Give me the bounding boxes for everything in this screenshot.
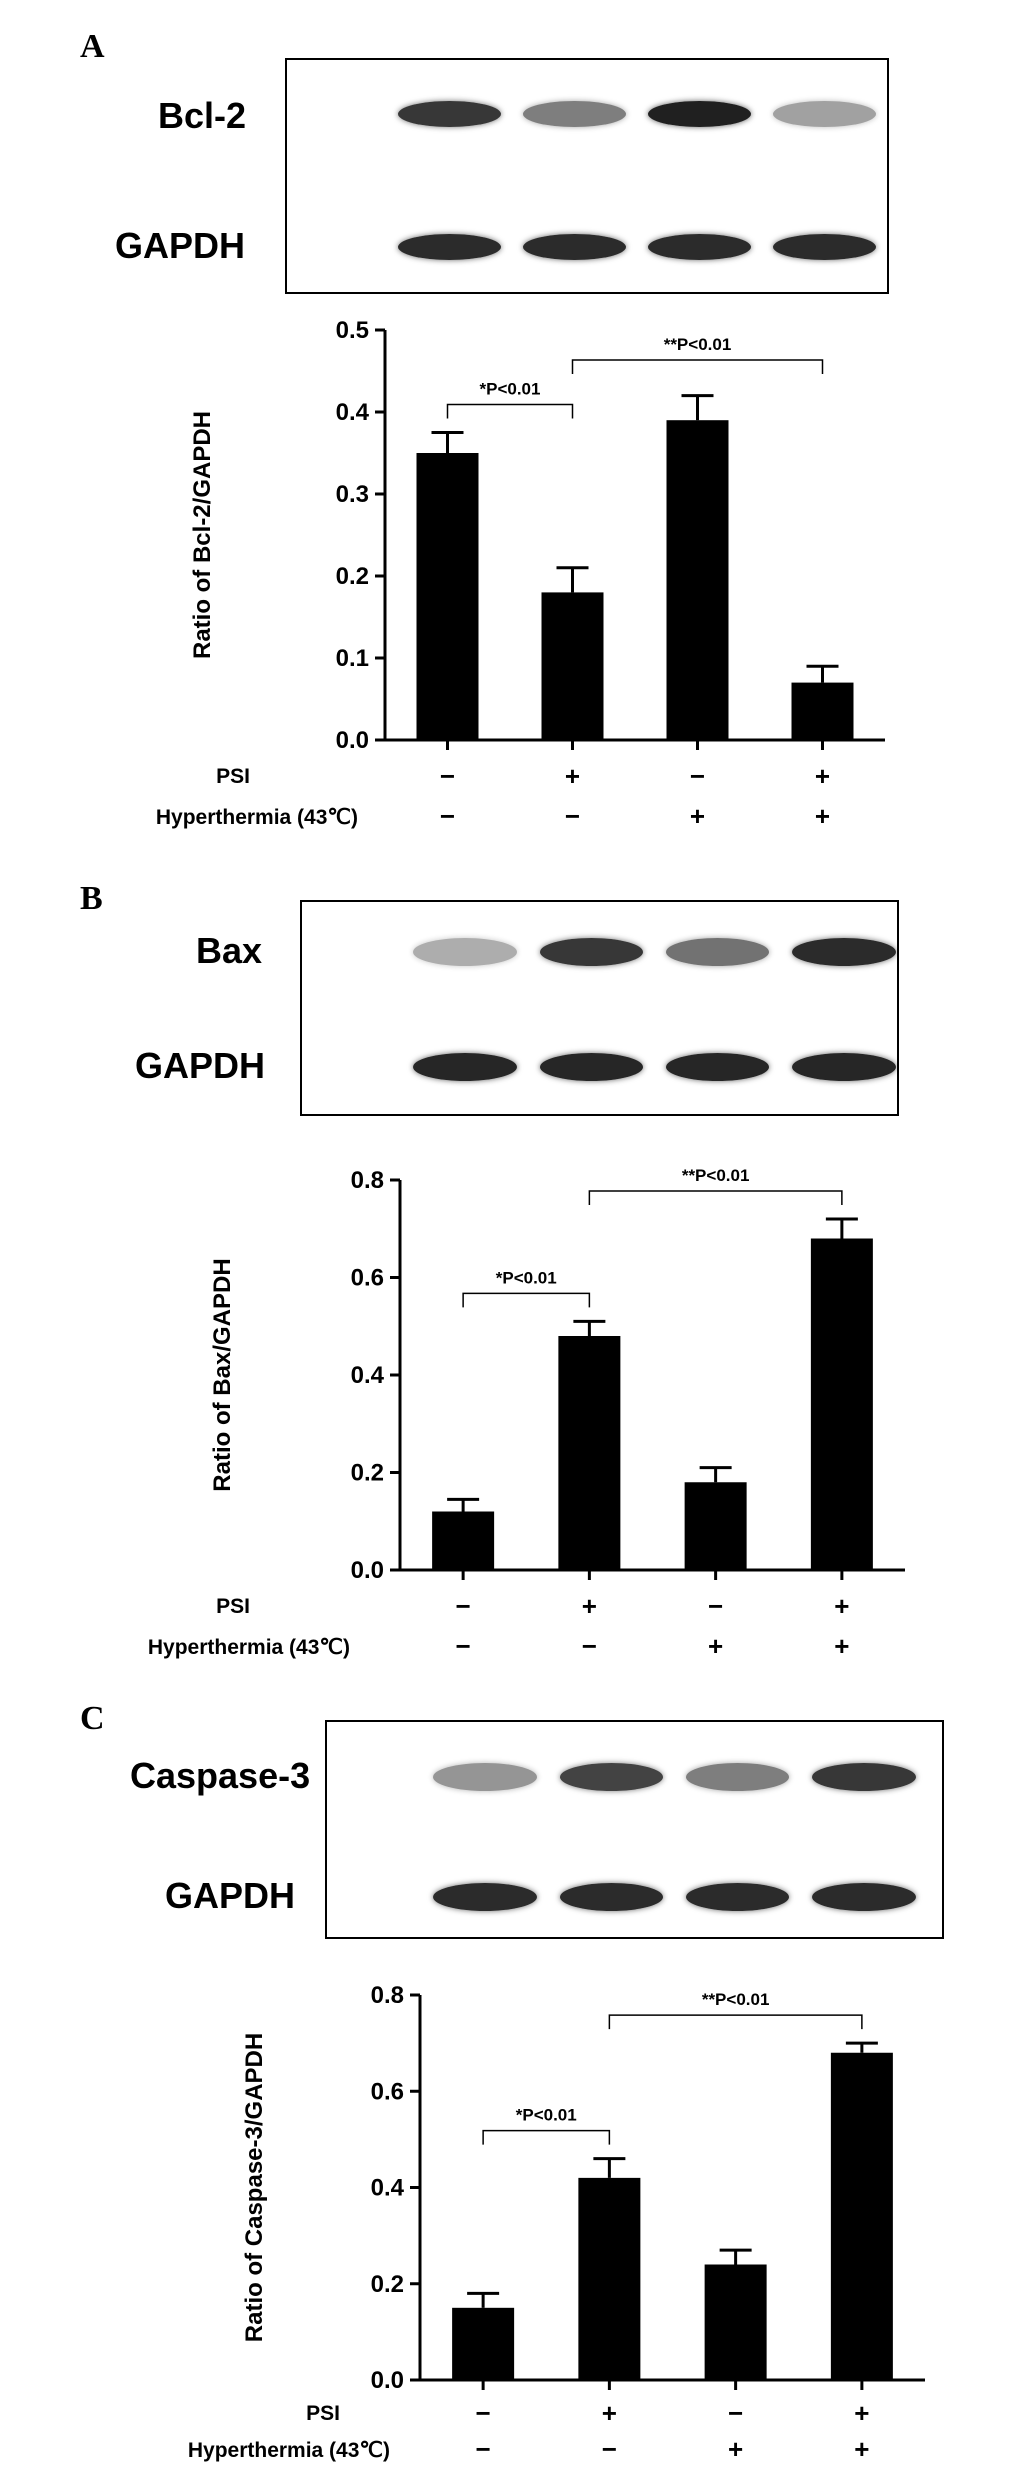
hyperthermia-sign: − [439, 801, 456, 831]
panel-letter: B [80, 880, 103, 917]
loading-control-label: GAPDH [115, 225, 246, 266]
significance-bracket [609, 2015, 862, 2029]
hyperthermia-row-label: Hyperthermia (43℃) [155, 806, 358, 829]
psi-sign: − [439, 761, 456, 791]
bar [558, 1336, 620, 1570]
significance-label: *P<0.01 [495, 1268, 557, 1288]
target-protein-label: Caspase-3 [130, 1755, 311, 1796]
psi-sign: + [814, 761, 831, 791]
y-axis-title: Ratio of Bax/GAPDH [209, 1258, 236, 1492]
psi-sign: − [689, 761, 706, 791]
bar [417, 453, 479, 740]
bar [685, 1482, 747, 1570]
hyperthermia-sign: + [834, 1631, 850, 1661]
significance-bracket [573, 360, 823, 374]
hyperthermia-row-label: Hyperthermia (43℃) [187, 2439, 390, 2462]
psi-sign: − [728, 2398, 744, 2428]
bar [452, 2308, 514, 2380]
y-tick-label: 0.4 [350, 1362, 384, 1389]
loading-control-label: GAPDH [135, 1045, 266, 1086]
loading-control-label: GAPDH [165, 1875, 296, 1916]
panel-b [0, 850, 1033, 1680]
significance-bracket [463, 1293, 589, 1307]
hyperthermia-sign: + [814, 801, 831, 831]
y-tick-label: 0.3 [335, 481, 369, 508]
y-tick-label: 0.2 [335, 563, 369, 590]
bar [831, 2053, 893, 2380]
y-tick-label: 0.4 [370, 2174, 404, 2202]
psi-sign: + [564, 761, 581, 791]
bar [542, 592, 604, 740]
y-tick-label: 0.4 [335, 399, 369, 426]
significance-label: **P<0.01 [701, 1990, 770, 2010]
y-tick-label: 0.2 [350, 1459, 384, 1487]
psi-row-label: PSI [216, 765, 250, 788]
y-tick-label: 0.0 [350, 1557, 384, 1584]
y-tick-label: 0.2 [370, 2270, 404, 2298]
bar-chart [0, 1680, 1033, 2470]
psi-sign: − [708, 1591, 724, 1621]
psi-row-label: PSI [216, 1595, 250, 1618]
y-axis-title: Ratio of Bcl-2/GAPDH [189, 410, 216, 660]
significance-label: *P<0.01 [515, 2105, 577, 2125]
y-tick-label: 0.8 [350, 1167, 384, 1194]
bar [578, 2178, 640, 2380]
significance-bracket [589, 1191, 842, 1205]
psi-sign: + [854, 2398, 870, 2428]
hyperthermia-sign: − [564, 801, 581, 831]
psi-sign: + [581, 1591, 597, 1621]
y-tick-label: 0.0 [370, 2367, 404, 2394]
y-tick-label: 0.1 [335, 645, 369, 672]
bar-chart [0, 850, 1033, 1680]
hyperthermia-sign: + [728, 2434, 744, 2464]
significance-label: *P<0.01 [479, 379, 541, 399]
hyperthermia-sign: − [581, 1631, 597, 1661]
psi-row-label: PSI [306, 2402, 340, 2425]
y-tick-label: 0.5 [335, 317, 369, 344]
panel-c [0, 1680, 1033, 2470]
bar [792, 683, 854, 740]
hyperthermia-sign: + [854, 2434, 870, 2464]
significance-label: **P<0.01 [681, 1166, 750, 1185]
psi-sign: + [834, 1591, 850, 1621]
psi-sign: + [601, 2398, 617, 2428]
target-protein-label: Bax [196, 930, 263, 971]
panel-letter: C [80, 1700, 105, 1737]
significance-bracket [483, 2131, 609, 2145]
hyperthermia-sign: + [708, 1631, 724, 1661]
y-tick-label: 0.6 [370, 2078, 404, 2106]
significance-label: **P<0.01 [663, 335, 732, 354]
significance-bracket [448, 405, 573, 419]
panel-a [0, 0, 1033, 850]
y-axis-title: Ratio of Caspase-3/GAPDH [241, 2032, 268, 2343]
psi-sign: − [475, 2398, 491, 2428]
hyperthermia-sign: + [689, 801, 706, 831]
bar [811, 1239, 873, 1571]
bar [667, 420, 729, 740]
panel-letter: A [80, 28, 105, 65]
hyperthermia-sign: − [455, 1631, 471, 1661]
hyperthermia-sign: − [475, 2434, 491, 2464]
hyperthermia-sign: − [601, 2434, 617, 2464]
bar [432, 1512, 494, 1571]
y-tick-label: 0.6 [350, 1264, 384, 1292]
hyperthermia-row-label: Hyperthermia (43℃) [147, 1636, 350, 1659]
bar-chart [0, 0, 1033, 850]
y-tick-label: 0.8 [370, 1982, 404, 2009]
psi-sign: − [455, 1591, 471, 1621]
y-tick-label: 0.0 [335, 727, 369, 754]
target-protein-label: Bcl-2 [158, 95, 247, 136]
bar [705, 2265, 767, 2381]
